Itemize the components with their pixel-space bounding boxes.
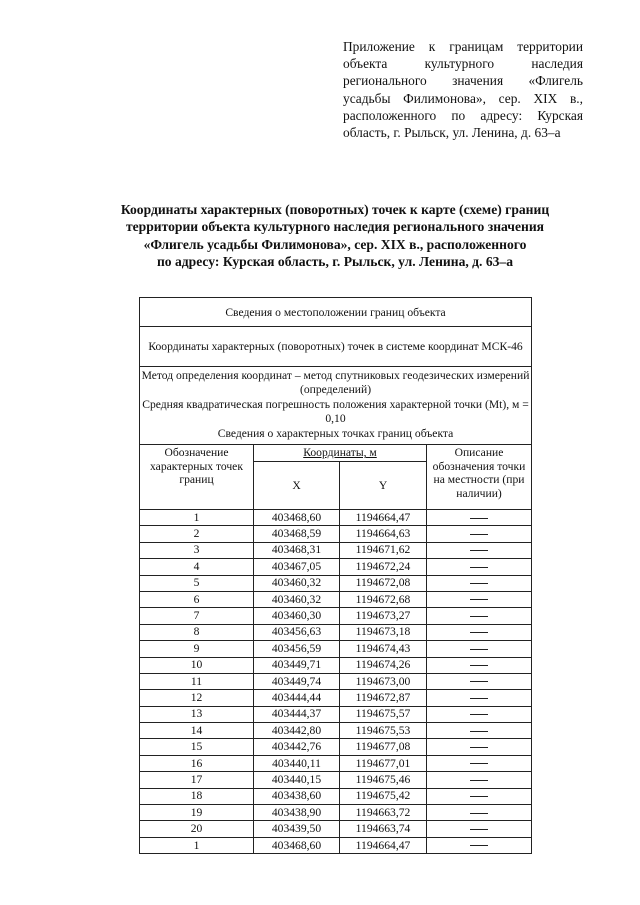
point-number: 3: [140, 542, 254, 558]
point-number: 18: [140, 788, 254, 804]
table-row: [140, 673, 532, 689]
point-number: 11: [140, 673, 254, 689]
table-row: [140, 641, 532, 657]
coord-x: 403442,76: [254, 739, 340, 755]
point-number: 10: [140, 657, 254, 673]
col-header-name: Обозначение характерных точек границ: [140, 445, 254, 510]
coord-y: 1194674,26: [340, 657, 427, 673]
dash-mark: [470, 681, 488, 682]
dash-mark: [470, 599, 488, 600]
table-row: [140, 608, 532, 624]
point-description: [427, 510, 532, 526]
table-row: [140, 788, 532, 804]
coord-y: 1194664,47: [340, 837, 427, 853]
point-number: 1: [140, 837, 254, 853]
point-number: 6: [140, 591, 254, 607]
dash-mark: [470, 534, 488, 535]
coord-y: 1194677,01: [340, 755, 427, 771]
point-number: 12: [140, 690, 254, 706]
dash-mark: [470, 649, 488, 650]
coord-y: 1194672,08: [340, 575, 427, 591]
point-number: 17: [140, 772, 254, 788]
dash-mark: [470, 813, 488, 814]
coord-x: 403449,71: [254, 657, 340, 673]
dash-mark: [470, 731, 488, 732]
point-description: [427, 624, 532, 640]
col-header-y: Y: [340, 462, 427, 510]
table-row: [140, 657, 532, 673]
dash-mark: [470, 780, 488, 781]
coord-x: 403439,50: [254, 821, 340, 837]
coord-x: 403468,60: [254, 837, 340, 853]
table-row: [140, 739, 532, 755]
coord-x: 403456,59: [254, 641, 340, 657]
coord-x: 403468,60: [254, 510, 340, 526]
coord-x: 403456,63: [254, 624, 340, 640]
dash-mark: [470, 550, 488, 551]
coord-x: 403438,90: [254, 805, 340, 821]
coord-x: 403468,31: [254, 542, 340, 558]
point-number: 15: [140, 739, 254, 755]
point-description: [427, 821, 532, 837]
table-row: [140, 805, 532, 821]
point-description: [427, 657, 532, 673]
location-info-header: Сведения о местоположении границ объекта: [140, 298, 532, 327]
method-header: [140, 367, 532, 445]
point-description: [427, 755, 532, 771]
table-row: [140, 690, 532, 706]
coord-system-header: Координаты характерных (поворотных) точек в системе координат МСК-46: [140, 327, 532, 367]
point-description: [427, 526, 532, 542]
coord-x: 403460,30: [254, 608, 340, 624]
coord-x: 403440,11: [254, 755, 340, 771]
dash-mark: [470, 845, 488, 846]
coord-x: 403449,74: [254, 673, 340, 689]
coord-x: 403438,60: [254, 788, 340, 804]
coord-x: 403468,59: [254, 526, 340, 542]
coord-x: 403467,05: [254, 559, 340, 575]
point-description: [427, 542, 532, 558]
dash-mark: [470, 796, 488, 797]
table-row: [140, 591, 532, 607]
point-description: [427, 690, 532, 706]
dash-mark: [470, 518, 488, 519]
dash-mark: [470, 763, 488, 764]
coord-x: 403440,15: [254, 772, 340, 788]
point-description: [427, 772, 532, 788]
coordinates-table: [139, 297, 532, 854]
dash-mark: [470, 616, 488, 617]
point-number: 5: [140, 575, 254, 591]
point-description: [427, 706, 532, 722]
point-description: [427, 788, 532, 804]
method-text: Метод определения координат – метод спутниковых геодезических измерений (определений): [141, 369, 530, 397]
point-description: [427, 723, 532, 739]
title-line-3: «Флигель усадьбы Филимонова», сер. XIX в., расположенного: [143, 236, 527, 252]
point-description: [427, 608, 532, 624]
point-description: [427, 673, 532, 689]
table-row: [140, 575, 532, 591]
points-info-text: Сведения о характерных точках границ объекта: [217, 426, 454, 440]
point-number: 4: [140, 559, 254, 575]
coord-y: 1194675,57: [340, 706, 427, 722]
dash-mark: [470, 698, 488, 699]
coord-x: 403444,37: [254, 706, 340, 722]
point-description: [427, 837, 532, 853]
table-row: [140, 706, 532, 722]
coord-y: 1194671,62: [340, 542, 427, 558]
point-description: [427, 739, 532, 755]
point-description: [427, 641, 532, 657]
coord-y: 1194672,24: [340, 559, 427, 575]
table-row: [140, 542, 532, 558]
point-number: 14: [140, 723, 254, 739]
title-line-2: территории объекта культурного наследия регионального значения: [125, 219, 545, 235]
col-header-coords: [254, 445, 427, 462]
error-text: Средняя квадратическая погрешность положения характерной точки (Mt), м = 0,10: [142, 397, 529, 426]
dash-mark: [470, 829, 488, 830]
point-number: 9: [140, 641, 254, 657]
title-line-4: по адресу: Курская область, г. Рыльск, ул. Ленина, д. 63–а: [156, 254, 514, 270]
col-header-x: X: [254, 462, 340, 510]
coord-y: 1194675,53: [340, 723, 427, 739]
coord-x: 403442,80: [254, 723, 340, 739]
coord-x: 403460,32: [254, 575, 340, 591]
col-header-coords-label: Координаты, м: [303, 446, 377, 460]
dash-mark: [470, 747, 488, 748]
coord-y: 1194673,27: [340, 608, 427, 624]
point-description: [427, 591, 532, 607]
coord-y: 1194675,46: [340, 772, 427, 788]
dash-mark: [470, 567, 488, 568]
point-number: 20: [140, 821, 254, 837]
point-number: 19: [140, 805, 254, 821]
coord-y: 1194677,08: [340, 739, 427, 755]
point-description: [427, 559, 532, 575]
coord-y: 1194664,47: [340, 510, 427, 526]
table-row: [140, 723, 532, 739]
table-row: [140, 821, 532, 837]
appendix-note: Приложение к границам территории объекта культурного наследия регионального значения «Флигель усадьбы Филимонова», сер. XIX в., расположенного по адресу: Курская область, г. Рыльск, ул. Ленина, д. 63–а: [343, 39, 583, 141]
coord-y: 1194672,68: [340, 591, 427, 607]
point-description: [427, 575, 532, 591]
table-row: [140, 624, 532, 640]
point-number: 8: [140, 624, 254, 640]
col-header-desc: Описание обозначения точки на местности (при наличии): [427, 445, 532, 510]
point-number: 13: [140, 706, 254, 722]
table-row: [140, 559, 532, 575]
coord-y: 1194663,74: [340, 821, 427, 837]
coord-y: 1194672,87: [340, 690, 427, 706]
dash-mark: [470, 714, 488, 715]
table-row: [140, 526, 532, 542]
title-line-1: Координаты характерных (поворотных) точек к карте (схеме) границ: [120, 202, 550, 217]
table-row: [140, 755, 532, 771]
dash-mark: [470, 632, 488, 633]
table-row: [140, 510, 532, 526]
document-title: [60, 201, 610, 271]
coord-y: 1194664,63: [340, 526, 427, 542]
point-number: 16: [140, 755, 254, 771]
point-number: 1: [140, 510, 254, 526]
dash-mark: [470, 583, 488, 584]
table-row: [140, 772, 532, 788]
coord-y: 1194663,72: [340, 805, 427, 821]
coord-y: 1194673,00: [340, 673, 427, 689]
dash-mark: [470, 665, 488, 666]
point-number: 7: [140, 608, 254, 624]
coord-y: 1194674,43: [340, 641, 427, 657]
point-number: 2: [140, 526, 254, 542]
coord-y: 1194675,42: [340, 788, 427, 804]
coord-y: 1194673,18: [340, 624, 427, 640]
table-row: [140, 837, 532, 853]
coord-x: 403460,32: [254, 591, 340, 607]
coord-x: 403444,44: [254, 690, 340, 706]
point-description: [427, 805, 532, 821]
